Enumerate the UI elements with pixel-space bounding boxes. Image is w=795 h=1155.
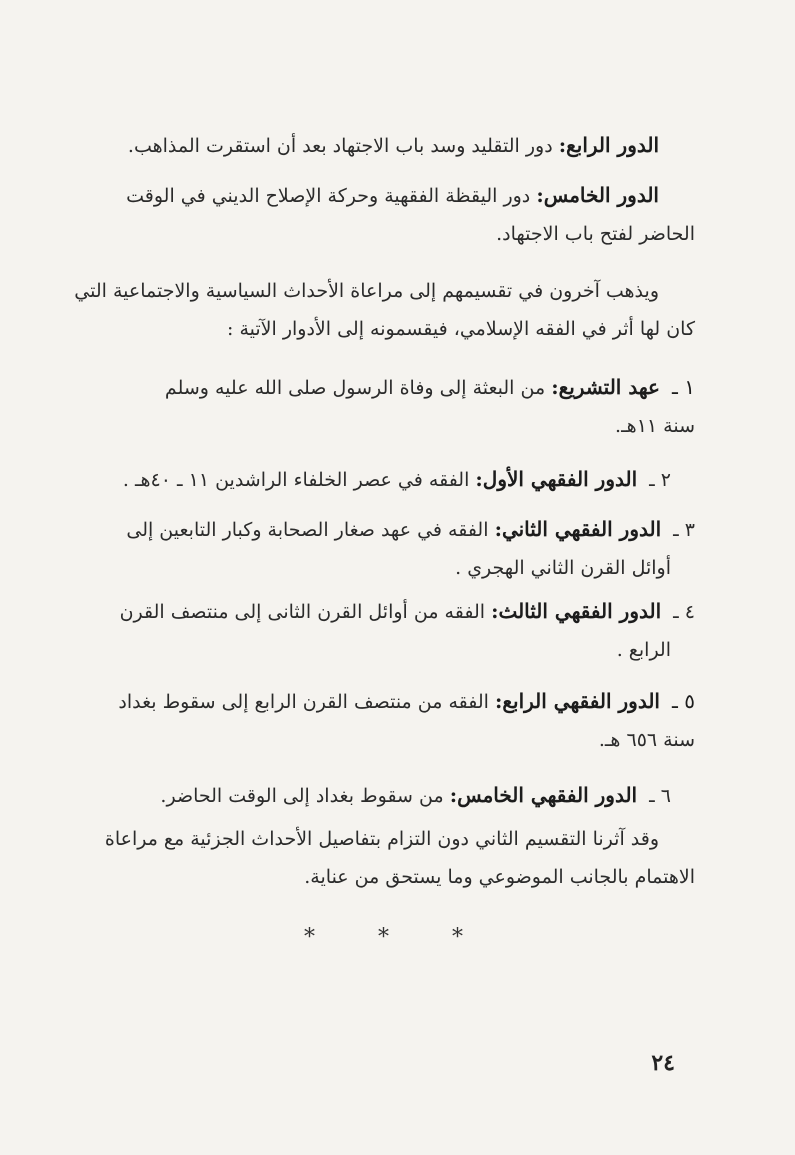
list-item-1 <box>95 368 695 445</box>
item-text-line1: الفقه في عصر الخلفاء الراشدين ١١ ـ ٤٠هـ . <box>122 469 470 491</box>
text-fourth-stage: دور التقليد وسد باب الاجتهاد بعد أن استقرت المذاهب. <box>127 135 553 157</box>
list-item-6 <box>95 776 695 815</box>
item-text-line1: من البعثة إلى وفاة الرسول صلى الله عليه وسلم <box>164 377 546 399</box>
list-item-3 <box>95 510 695 587</box>
section-separator: * * * <box>304 925 491 950</box>
paragraph-fifth-stage <box>95 176 695 253</box>
item-number: ٤ ـ <box>673 601 695 623</box>
item-text-line2: الرابع . <box>616 639 671 661</box>
item-text-line1: الفقه في عهد صغار الصحابة وكبار التابعين إلى <box>126 519 489 541</box>
item-text-line1: الفقه من منتصف القرن الرابع إلى سقوط بغداد <box>118 691 489 713</box>
heading-fifth-stage: الدور الخامس: <box>536 183 659 207</box>
text-others-line2: كان لها أثر في الفقه الإسلامي، فيقسمونه إلى الأدوار الآتية : <box>227 318 695 340</box>
item-heading: الدور الفقهي الثالث: <box>491 599 662 623</box>
item-heading: الدور الفقهي الرابع: <box>494 689 660 713</box>
paragraph-closing <box>95 820 695 896</box>
item-number: ٦ ـ <box>649 785 671 807</box>
item-text-line2: سنة ١١هـ. <box>615 415 695 437</box>
item-heading: الدور الفقهي الثاني: <box>494 517 662 541</box>
item-number: ٣ ـ <box>673 519 695 541</box>
text-others-line1: ويذهب آخرون في تقسيمهم إلى مراعاة الأحداث السياسية والاجتماعية التي <box>74 280 659 302</box>
item-heading: عهد التشريع: <box>551 375 660 399</box>
text-closing-line2: الاهتمام بالجانب الموضوعي وما يستحق من عناية. <box>304 866 695 888</box>
page-number: ٢٤ <box>651 1050 675 1076</box>
heading-fourth-stage: الدور الرابع: <box>558 133 659 157</box>
item-text-line2: سنة ٦٥٦ هـ. <box>598 729 695 751</box>
item-heading: الدور الفقهي الخامس: <box>449 783 638 807</box>
item-number: ٢ ـ <box>649 469 671 491</box>
item-heading: الدور الفقهي الأول: <box>475 467 638 491</box>
item-number: ٥ ـ <box>672 689 695 713</box>
paragraph-others <box>74 272 695 348</box>
text-fifth-stage-line2: الحاضر لفتح باب الاجتهاد. <box>496 223 695 245</box>
item-number: ١ ـ <box>672 375 695 399</box>
item-text-line2: أوائل القرن الثاني الهجري . <box>455 557 671 579</box>
item-text-line1: من سقوط بغداد إلى الوقت الحاضر. <box>160 785 444 807</box>
paragraph-fourth-stage <box>95 126 695 165</box>
list-item-4 <box>95 592 695 669</box>
item-text-line1: الفقه من أوائل القرن الثانى إلى منتصف القرن <box>119 601 486 623</box>
list-item-5 <box>95 682 695 759</box>
list-item-2 <box>95 460 695 499</box>
text-fifth-stage-line1: دور اليقظة الفقهية وحركة الإصلاح الديني في الوقت <box>126 185 531 207</box>
text-closing-line1: وقد آثرنا التقسيم الثاني دون التزام بتفاصيل الأحداث الجزئية مع مراعاة <box>104 828 659 850</box>
